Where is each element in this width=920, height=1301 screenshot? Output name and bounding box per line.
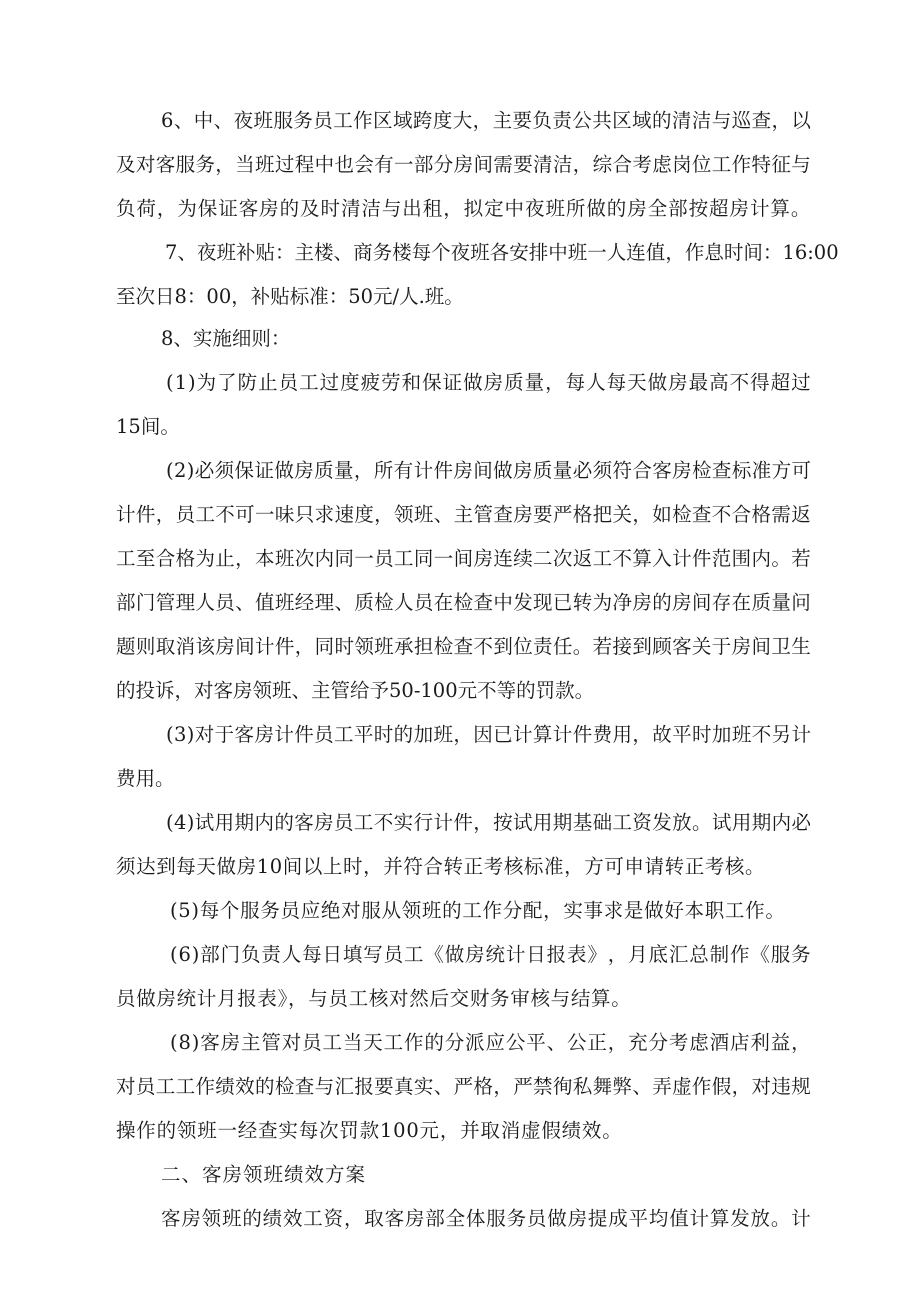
paragraph-7-line-1: 7 、 夜 班 补 贴 ： 主 楼 、 商 务 楼 每 个 夜 班 各 安 排 中 班 一 人 连 值 ， 作 息 时 间 ： 16:00 — [165, 241, 839, 264]
item-3-line-1: ( 3 ) 对 于 客 房 计 件 员 工 平 时 的 加 班 ， 因 已 计 算 计 件 费 用 ， 故 平 时 加 班 不 另 计 — [166, 723, 811, 746]
item-2-line-1: ( 2 ) 必 须 保 证 做 房 质 量 ， 所 有 计 件 房 间 做 房 质 量 必 须 符 合 客 房 检 查 标 准 方 可 — [166, 459, 811, 482]
item-8-line-1: ( 8 ) 客 房 主 管 对 员 工 当 天 工 作 的 分 派 应 公 平 、 公 正 ， 充 分 考 虑 酒 店 利 益 ， — [170, 1031, 811, 1054]
paragraph-7-line-2: 至次日8：00，补贴标准：50元/人.班。 — [116, 285, 464, 308]
paragraph-6-line-3: 负荷，为保证客房的及时清洁与出租，拟定中夜班所做的房全部按超房计算。 — [116, 197, 812, 220]
item-8-line-3: 操作的领班一经查实每次罚款100元，并取消虚假绩效。 — [116, 1119, 623, 1142]
paragraph-8-heading: 8、实施细则： — [161, 327, 291, 350]
item-4-line-1: ( 4 ) 试 用 期 内 的 客 房 员 工 不 实 行 计 件 ， 按 试 用 期 基 础 工 资 发 放 。 试 用 期 内 必 — [166, 811, 811, 834]
section-2-heading: 二、客房领班绩效方案 — [161, 1163, 367, 1186]
item-2-line-6: 的投诉，对客房领班、主管给予50-100元不等的罚款。 — [116, 679, 595, 702]
item-3-line-2: 费用。 — [116, 767, 175, 790]
section-2-paragraph-line-1: 客 房 领 班 的 绩 效 工 资 ， 取 客 房 部 全 体 服 务 员 做 房 提 成 平 均 值 计 算 发 放 。 计 — [161, 1207, 811, 1230]
item-5-line-1: (5)每个服务员应绝对服从领班的工作分配，实事求是做好本职工作。 — [170, 899, 786, 922]
item-6-line-2: 员做房统计月报表》，与员工核对然后交财务审核与结算。 — [116, 987, 632, 1010]
item-8-line-2: 对 员 工 工 作 绩 效 的 检 查 与 汇 报 要 真 实 、 严 格 ， 严 禁 徇 私 舞 弊 、 弄 虚 作 假 ， 对 违 规 — [116, 1075, 811, 1098]
item-2-line-4: 部 门 管 理 人 员 、 值 班 经 理 、 质 检 人 员 在 检 查 中 发 现 已 转 为 净 房 的 房 间 存 在 质 量 问 — [116, 591, 811, 614]
item-6-line-1: ( 6 ) 部 门 负 责 人 每 日 填 写 员 工 《 做 房 统 计 日 报 表 》 ， 月 底 汇 总 制 作 《 服 务 — [170, 943, 811, 966]
paragraph-6-line-1: 6 、 中 、 夜 班 服 务 员 工 作 区 域 跨 度 大 ， 主 要 负 责 公 共 区 域 的 清 洁 与 巡 查 ， 以 — [161, 109, 811, 132]
item-2-line-2: 计 件 ， 员 工 不 可 一 味 只 求 速 度 ， 领 班 、 主 管 查 房 要 严 格 把 关 ， 如 检 查 不 合 格 需 返 — [116, 503, 811, 526]
paragraph-6-line-2: 及 对 客 服 务 ， 当 班 过 程 中 也 会 有 一 部 分 房 间 需 要 清 洁 ， 综 合 考 虑 岗 位 工 作 特 征 与 — [116, 153, 811, 176]
item-2-line-5: 题 则 取 消 该 房 间 计 件 ， 同 时 领 班 承 担 检 查 不 到 位 责 任 。 若 接 到 顾 客 关 于 房 间 卫 生 — [116, 635, 811, 658]
item-1-line-1: ( 1 ) 为 了 防 止 员 工 过 度 疲 劳 和 保 证 做 房 质 量 ， 每 人 每 天 做 房 最 高 不 得 超 过 — [166, 371, 811, 394]
item-1-line-2: 15间。 — [116, 415, 180, 438]
item-2-line-3: 工 至 合 格 为 止 ， 本 班 次 内 同 一 员 工 同 一 间 房 连 续 二 次 返 工 不 算 入 计 件 范 围 内 。 若 — [116, 547, 811, 570]
item-4-line-2: 须达到每天做房10间以上时，并符合转正考核标准，方可申请转正考核。 — [116, 855, 766, 878]
